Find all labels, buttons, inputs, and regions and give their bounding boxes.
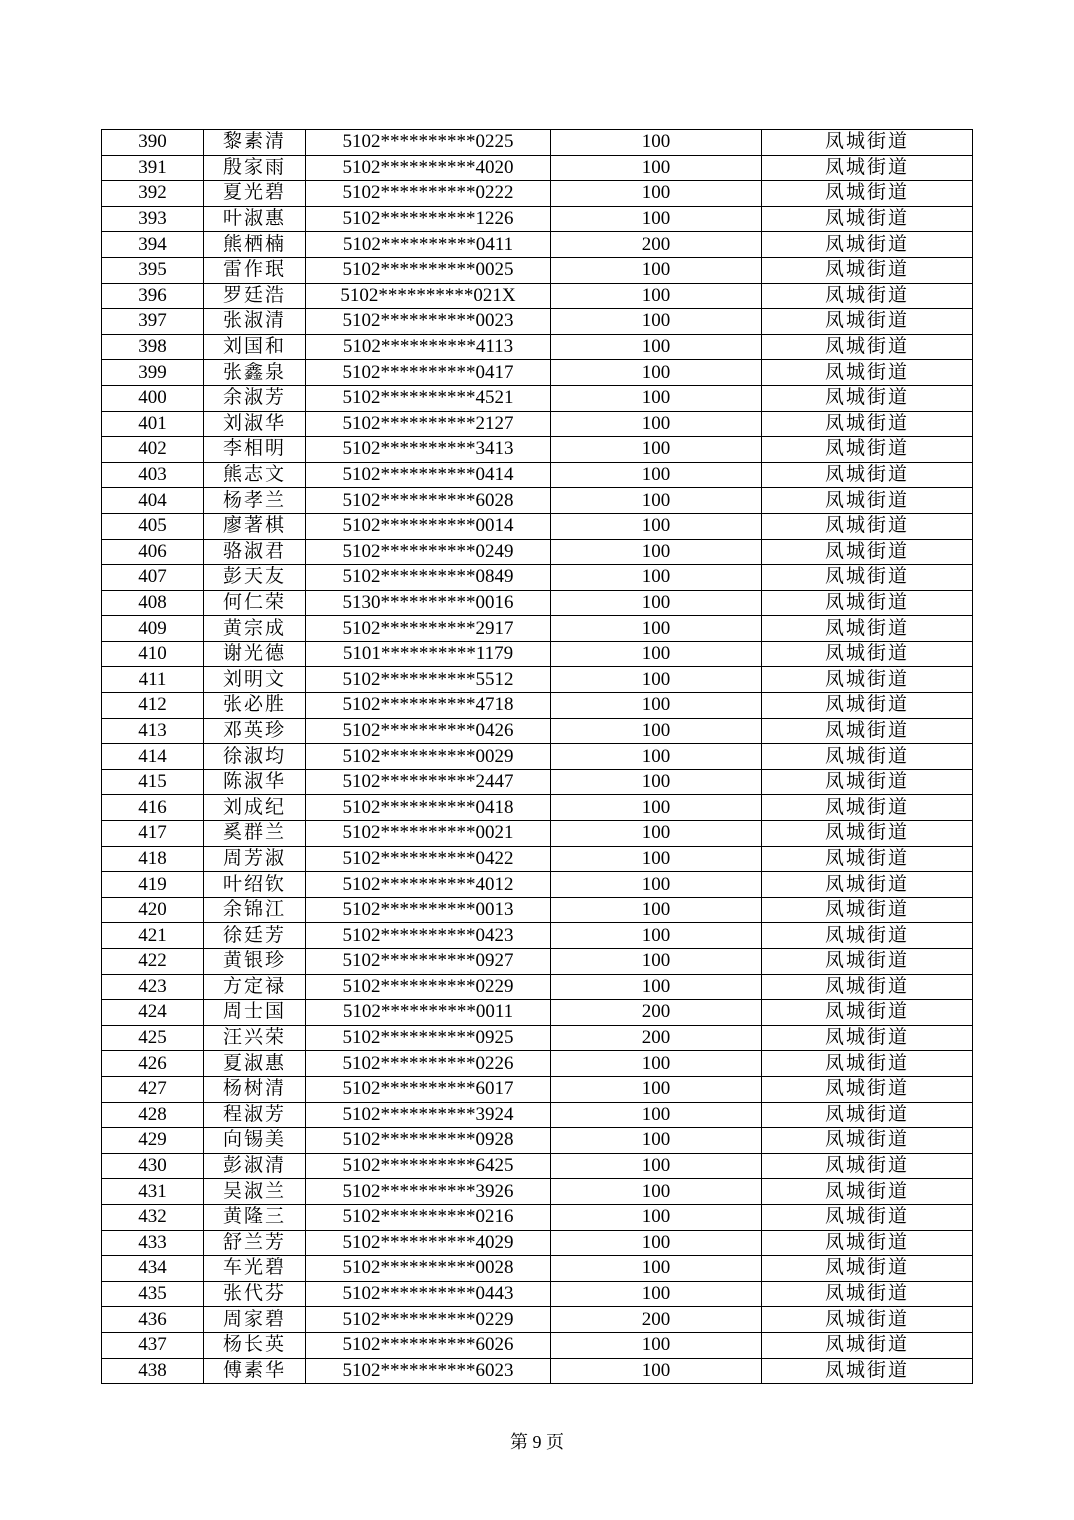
table-row xyxy=(102,949,973,975)
table-row xyxy=(102,1332,973,1358)
street-cell: 凤城街道 xyxy=(762,1128,973,1154)
name-cell: 彭淑清 xyxy=(204,1153,306,1179)
name-cell: 周家碧 xyxy=(204,1307,306,1333)
amount-cell: 100 xyxy=(551,539,762,565)
amount-cell: 100 xyxy=(551,513,762,539)
name-cell: 向锡美 xyxy=(204,1128,306,1154)
amount-cell: 100 xyxy=(551,206,762,232)
amount-cell: 100 xyxy=(551,718,762,744)
name-cell: 熊志文 xyxy=(204,462,306,488)
seq-cell: 428 xyxy=(102,1102,204,1128)
street-cell: 凤城街道 xyxy=(762,821,973,847)
name-cell: 陈淑华 xyxy=(204,769,306,795)
id-cell: 5102**********0426 xyxy=(306,718,551,744)
id-cell: 5102**********0418 xyxy=(306,795,551,821)
table-row xyxy=(102,616,973,642)
name-cell: 杨长英 xyxy=(204,1332,306,1358)
amount-cell: 100 xyxy=(551,641,762,667)
street-cell: 凤城街道 xyxy=(762,360,973,386)
name-cell: 何仁荣 xyxy=(204,590,306,616)
name-cell: 罗廷浩 xyxy=(204,283,306,309)
amount-cell: 100 xyxy=(551,616,762,642)
seq-cell: 410 xyxy=(102,641,204,667)
id-cell: 5102**********0025 xyxy=(306,257,551,283)
id-cell: 5102**********0028 xyxy=(306,1256,551,1282)
name-cell: 傅素华 xyxy=(204,1358,306,1384)
amount-cell: 100 xyxy=(551,488,762,514)
amount-cell: 100 xyxy=(551,1358,762,1384)
amount-cell: 100 xyxy=(551,846,762,872)
seq-cell: 411 xyxy=(102,667,204,693)
id-cell: 5102**********0927 xyxy=(306,949,551,975)
id-cell: 5102**********4029 xyxy=(306,1230,551,1256)
id-cell: 5102**********5512 xyxy=(306,667,551,693)
seq-cell: 425 xyxy=(102,1025,204,1051)
name-cell: 叶绍钦 xyxy=(204,872,306,898)
table-row xyxy=(102,513,973,539)
id-cell: 5102**********0423 xyxy=(306,923,551,949)
id-cell: 5102**********3926 xyxy=(306,1179,551,1205)
table-row xyxy=(102,795,973,821)
amount-cell: 100 xyxy=(551,590,762,616)
id-cell: 5102**********0229 xyxy=(306,1307,551,1333)
amount-cell: 100 xyxy=(551,693,762,719)
seq-cell: 412 xyxy=(102,693,204,719)
street-cell: 凤城街道 xyxy=(762,1000,973,1026)
name-cell: 廖著棋 xyxy=(204,513,306,539)
table-row xyxy=(102,821,973,847)
name-cell: 程淑芳 xyxy=(204,1102,306,1128)
street-cell: 凤城街道 xyxy=(762,744,973,770)
table-row xyxy=(102,283,973,309)
id-cell: 5101**********1179 xyxy=(306,641,551,667)
id-cell: 5102**********0414 xyxy=(306,462,551,488)
amount-cell: 100 xyxy=(551,872,762,898)
seq-cell: 429 xyxy=(102,1128,204,1154)
id-cell: 5102**********6017 xyxy=(306,1076,551,1102)
seq-cell: 438 xyxy=(102,1358,204,1384)
amount-cell: 100 xyxy=(551,565,762,591)
street-cell: 凤城街道 xyxy=(762,309,973,335)
seq-cell: 419 xyxy=(102,872,204,898)
seq-cell: 420 xyxy=(102,897,204,923)
amount-cell: 100 xyxy=(551,795,762,821)
amount-cell: 100 xyxy=(551,744,762,770)
roster-table xyxy=(101,129,973,1384)
seq-cell: 422 xyxy=(102,949,204,975)
name-cell: 夏淑惠 xyxy=(204,1051,306,1077)
id-cell: 5102**********0021 xyxy=(306,821,551,847)
amount-cell: 100 xyxy=(551,334,762,360)
street-cell: 凤城街道 xyxy=(762,1076,973,1102)
amount-cell: 100 xyxy=(551,283,762,309)
table-row xyxy=(102,155,973,181)
name-cell: 彭天友 xyxy=(204,565,306,591)
street-cell: 凤城街道 xyxy=(762,974,973,1000)
street-cell: 凤城街道 xyxy=(762,1153,973,1179)
name-cell: 熊栖楠 xyxy=(204,232,306,258)
name-cell: 奚群兰 xyxy=(204,821,306,847)
street-cell: 凤城街道 xyxy=(762,1358,973,1384)
seq-cell: 390 xyxy=(102,130,204,156)
amount-cell: 100 xyxy=(551,1102,762,1128)
street-cell: 凤城街道 xyxy=(762,590,973,616)
amount-cell: 100 xyxy=(551,1332,762,1358)
table-row xyxy=(102,334,973,360)
page-number: 第 9 页 xyxy=(510,1432,564,1452)
amount-cell: 100 xyxy=(551,1230,762,1256)
name-cell: 方定禄 xyxy=(204,974,306,1000)
seq-cell: 415 xyxy=(102,769,204,795)
street-cell: 凤城街道 xyxy=(762,923,973,949)
id-cell: 5102**********0029 xyxy=(306,744,551,770)
seq-cell: 437 xyxy=(102,1332,204,1358)
id-cell: 5102**********0443 xyxy=(306,1281,551,1307)
amount-cell: 100 xyxy=(551,462,762,488)
amount-cell: 100 xyxy=(551,155,762,181)
table-row xyxy=(102,1307,973,1333)
table-row xyxy=(102,1179,973,1205)
table-row xyxy=(102,309,973,335)
name-cell: 邓英珍 xyxy=(204,718,306,744)
street-cell: 凤城街道 xyxy=(762,1281,973,1307)
amount-cell: 100 xyxy=(551,897,762,923)
amount-cell: 100 xyxy=(551,360,762,386)
seq-cell: 417 xyxy=(102,821,204,847)
table-row xyxy=(102,206,973,232)
table-row xyxy=(102,590,973,616)
street-cell: 凤城街道 xyxy=(762,769,973,795)
street-cell: 凤城街道 xyxy=(762,437,973,463)
seq-cell: 427 xyxy=(102,1076,204,1102)
amount-cell: 100 xyxy=(551,1128,762,1154)
id-cell: 5102**********0849 xyxy=(306,565,551,591)
id-cell: 5102**********2917 xyxy=(306,616,551,642)
id-cell: 5102**********0226 xyxy=(306,1051,551,1077)
table-row xyxy=(102,974,973,1000)
seq-cell: 395 xyxy=(102,257,204,283)
seq-cell: 430 xyxy=(102,1153,204,1179)
seq-cell: 408 xyxy=(102,590,204,616)
street-cell: 凤城街道 xyxy=(762,206,973,232)
name-cell: 徐淑均 xyxy=(204,744,306,770)
amount-cell: 100 xyxy=(551,1256,762,1282)
id-cell: 5102**********0422 xyxy=(306,846,551,872)
street-cell: 凤城街道 xyxy=(762,488,973,514)
name-cell: 刘成纪 xyxy=(204,795,306,821)
table-row xyxy=(102,181,973,207)
seq-cell: 407 xyxy=(102,565,204,591)
table-row xyxy=(102,641,973,667)
table-row xyxy=(102,1051,973,1077)
seq-cell: 400 xyxy=(102,385,204,411)
street-cell: 凤城街道 xyxy=(762,616,973,642)
id-cell: 5102**********021X xyxy=(306,283,551,309)
id-cell: 5102**********0023 xyxy=(306,309,551,335)
name-cell: 刘淑华 xyxy=(204,411,306,437)
name-cell: 余锦江 xyxy=(204,897,306,923)
table-row xyxy=(102,718,973,744)
amount-cell: 100 xyxy=(551,1204,762,1230)
name-cell: 周芳淑 xyxy=(204,846,306,872)
amount-cell: 200 xyxy=(551,1307,762,1333)
amount-cell: 200 xyxy=(551,1000,762,1026)
street-cell: 凤城街道 xyxy=(762,846,973,872)
street-cell: 凤城街道 xyxy=(762,641,973,667)
seq-cell: 435 xyxy=(102,1281,204,1307)
street-cell: 凤城街道 xyxy=(762,1204,973,1230)
id-cell: 5102**********6425 xyxy=(306,1153,551,1179)
id-cell: 5102**********0249 xyxy=(306,539,551,565)
name-cell: 黄宗成 xyxy=(204,616,306,642)
street-cell: 凤城街道 xyxy=(762,795,973,821)
street-cell: 凤城街道 xyxy=(762,693,973,719)
id-cell: 5102**********4012 xyxy=(306,872,551,898)
id-cell: 5102**********1226 xyxy=(306,206,551,232)
table-row xyxy=(102,693,973,719)
table-row xyxy=(102,232,973,258)
name-cell: 黄隆三 xyxy=(204,1204,306,1230)
seq-cell: 391 xyxy=(102,155,204,181)
seq-cell: 416 xyxy=(102,795,204,821)
street-cell: 凤城街道 xyxy=(762,155,973,181)
table-row xyxy=(102,667,973,693)
table-row xyxy=(102,539,973,565)
seq-cell: 405 xyxy=(102,513,204,539)
seq-cell: 433 xyxy=(102,1230,204,1256)
street-cell: 凤城街道 xyxy=(762,1102,973,1128)
id-cell: 5102**********4020 xyxy=(306,155,551,181)
table-row xyxy=(102,411,973,437)
amount-cell: 100 xyxy=(551,309,762,335)
street-cell: 凤城街道 xyxy=(762,283,973,309)
seq-cell: 432 xyxy=(102,1204,204,1230)
id-cell: 5102**********6026 xyxy=(306,1332,551,1358)
id-cell: 5102**********0229 xyxy=(306,974,551,1000)
table-row xyxy=(102,1128,973,1154)
table-row xyxy=(102,1025,973,1051)
id-cell: 5102**********3924 xyxy=(306,1102,551,1128)
name-cell: 张淑清 xyxy=(204,309,306,335)
table-row xyxy=(102,1358,973,1384)
id-cell: 5102**********0925 xyxy=(306,1025,551,1051)
table-row xyxy=(102,360,973,386)
name-cell: 张鑫泉 xyxy=(204,360,306,386)
table-row xyxy=(102,257,973,283)
street-cell: 凤城街道 xyxy=(762,257,973,283)
id-cell: 5130**********0016 xyxy=(306,590,551,616)
id-cell: 5102**********0013 xyxy=(306,897,551,923)
name-cell: 骆淑君 xyxy=(204,539,306,565)
seq-cell: 404 xyxy=(102,488,204,514)
name-cell: 吴淑兰 xyxy=(204,1179,306,1205)
seq-cell: 431 xyxy=(102,1179,204,1205)
street-cell: 凤城街道 xyxy=(762,385,973,411)
id-cell: 5102**********0225 xyxy=(306,130,551,156)
table-row xyxy=(102,1204,973,1230)
amount-cell: 100 xyxy=(551,257,762,283)
seq-cell: 423 xyxy=(102,974,204,1000)
street-cell: 凤城街道 xyxy=(762,1307,973,1333)
street-cell: 凤城街道 xyxy=(762,1230,973,1256)
name-cell: 谢光德 xyxy=(204,641,306,667)
name-cell: 夏光碧 xyxy=(204,181,306,207)
seq-cell: 399 xyxy=(102,360,204,386)
name-cell: 刘国和 xyxy=(204,334,306,360)
roster-body xyxy=(102,130,973,1384)
seq-cell: 421 xyxy=(102,923,204,949)
table-row xyxy=(102,1281,973,1307)
name-cell: 黄银珍 xyxy=(204,949,306,975)
table-row xyxy=(102,769,973,795)
name-cell: 叶淑惠 xyxy=(204,206,306,232)
amount-cell: 100 xyxy=(551,667,762,693)
id-cell: 5102**********0222 xyxy=(306,181,551,207)
name-cell: 车光碧 xyxy=(204,1256,306,1282)
street-cell: 凤城街道 xyxy=(762,130,973,156)
table-row xyxy=(102,1102,973,1128)
street-cell: 凤城街道 xyxy=(762,1332,973,1358)
name-cell: 周士国 xyxy=(204,1000,306,1026)
amount-cell: 100 xyxy=(551,1281,762,1307)
table-row xyxy=(102,385,973,411)
name-cell: 殷家雨 xyxy=(204,155,306,181)
seq-cell: 392 xyxy=(102,181,204,207)
table-row xyxy=(102,872,973,898)
id-cell: 5102**********0011 xyxy=(306,1000,551,1026)
table-row xyxy=(102,437,973,463)
seq-cell: 403 xyxy=(102,462,204,488)
name-cell: 杨树清 xyxy=(204,1076,306,1102)
id-cell: 5102**********2447 xyxy=(306,769,551,795)
seq-cell: 434 xyxy=(102,1256,204,1282)
street-cell: 凤城街道 xyxy=(762,411,973,437)
amount-cell: 100 xyxy=(551,411,762,437)
seq-cell: 414 xyxy=(102,744,204,770)
street-cell: 凤城街道 xyxy=(762,1051,973,1077)
id-cell: 5102**********0417 xyxy=(306,360,551,386)
table-row xyxy=(102,488,973,514)
street-cell: 凤城街道 xyxy=(762,1025,973,1051)
street-cell: 凤城街道 xyxy=(762,513,973,539)
name-cell: 黎素清 xyxy=(204,130,306,156)
amount-cell: 100 xyxy=(551,1051,762,1077)
amount-cell: 100 xyxy=(551,437,762,463)
street-cell: 凤城街道 xyxy=(762,232,973,258)
street-cell: 凤城街道 xyxy=(762,872,973,898)
name-cell: 舒兰芳 xyxy=(204,1230,306,1256)
street-cell: 凤城街道 xyxy=(762,718,973,744)
id-cell: 5102**********6023 xyxy=(306,1358,551,1384)
street-cell: 凤城街道 xyxy=(762,667,973,693)
name-cell: 张代芬 xyxy=(204,1281,306,1307)
amount-cell: 100 xyxy=(551,923,762,949)
street-cell: 凤城街道 xyxy=(762,1256,973,1282)
name-cell: 刘明文 xyxy=(204,667,306,693)
id-cell: 5102**********6028 xyxy=(306,488,551,514)
seq-cell: 413 xyxy=(102,718,204,744)
seq-cell: 394 xyxy=(102,232,204,258)
amount-cell: 100 xyxy=(551,1153,762,1179)
table-row xyxy=(102,1256,973,1282)
id-cell: 5102**********0014 xyxy=(306,513,551,539)
id-cell: 5102**********0928 xyxy=(306,1128,551,1154)
table-row xyxy=(102,565,973,591)
table-row xyxy=(102,1153,973,1179)
table-row xyxy=(102,1000,973,1026)
name-cell: 徐廷芳 xyxy=(204,923,306,949)
seq-cell: 401 xyxy=(102,411,204,437)
table-row xyxy=(102,897,973,923)
table-row xyxy=(102,130,973,156)
amount-cell: 100 xyxy=(551,1179,762,1205)
seq-cell: 436 xyxy=(102,1307,204,1333)
name-cell: 汪兴荣 xyxy=(204,1025,306,1051)
table-row xyxy=(102,1076,973,1102)
street-cell: 凤城街道 xyxy=(762,897,973,923)
table-row xyxy=(102,462,973,488)
name-cell: 张必胜 xyxy=(204,693,306,719)
name-cell: 雷作珉 xyxy=(204,257,306,283)
name-cell: 李相明 xyxy=(204,437,306,463)
id-cell: 5102**********0411 xyxy=(306,232,551,258)
amount-cell: 100 xyxy=(551,974,762,1000)
id-cell: 5102**********4718 xyxy=(306,693,551,719)
amount-cell: 100 xyxy=(551,181,762,207)
amount-cell: 100 xyxy=(551,130,762,156)
amount-cell: 100 xyxy=(551,769,762,795)
seq-cell: 426 xyxy=(102,1051,204,1077)
table-row xyxy=(102,1230,973,1256)
street-cell: 凤城街道 xyxy=(762,462,973,488)
seq-cell: 396 xyxy=(102,283,204,309)
amount-cell: 100 xyxy=(551,385,762,411)
seq-cell: 393 xyxy=(102,206,204,232)
id-cell: 5102**********4521 xyxy=(306,385,551,411)
street-cell: 凤城街道 xyxy=(762,949,973,975)
seq-cell: 406 xyxy=(102,539,204,565)
name-cell: 余淑芳 xyxy=(204,385,306,411)
amount-cell: 100 xyxy=(551,949,762,975)
id-cell: 5102**********2127 xyxy=(306,411,551,437)
id-cell: 5102**********3413 xyxy=(306,437,551,463)
table-row xyxy=(102,846,973,872)
street-cell: 凤城街道 xyxy=(762,539,973,565)
street-cell: 凤城街道 xyxy=(762,1179,973,1205)
seq-cell: 418 xyxy=(102,846,204,872)
name-cell: 杨孝兰 xyxy=(204,488,306,514)
street-cell: 凤城街道 xyxy=(762,334,973,360)
amount-cell: 100 xyxy=(551,1076,762,1102)
table-row xyxy=(102,744,973,770)
seq-cell: 402 xyxy=(102,437,204,463)
seq-cell: 397 xyxy=(102,309,204,335)
amount-cell: 200 xyxy=(551,1025,762,1051)
amount-cell: 100 xyxy=(551,821,762,847)
seq-cell: 398 xyxy=(102,334,204,360)
street-cell: 凤城街道 xyxy=(762,181,973,207)
table-row xyxy=(102,923,973,949)
id-cell: 5102**********0216 xyxy=(306,1204,551,1230)
id-cell: 5102**********4113 xyxy=(306,334,551,360)
seq-cell: 409 xyxy=(102,616,204,642)
street-cell: 凤城街道 xyxy=(762,565,973,591)
seq-cell: 424 xyxy=(102,1000,204,1026)
amount-cell: 200 xyxy=(551,232,762,258)
